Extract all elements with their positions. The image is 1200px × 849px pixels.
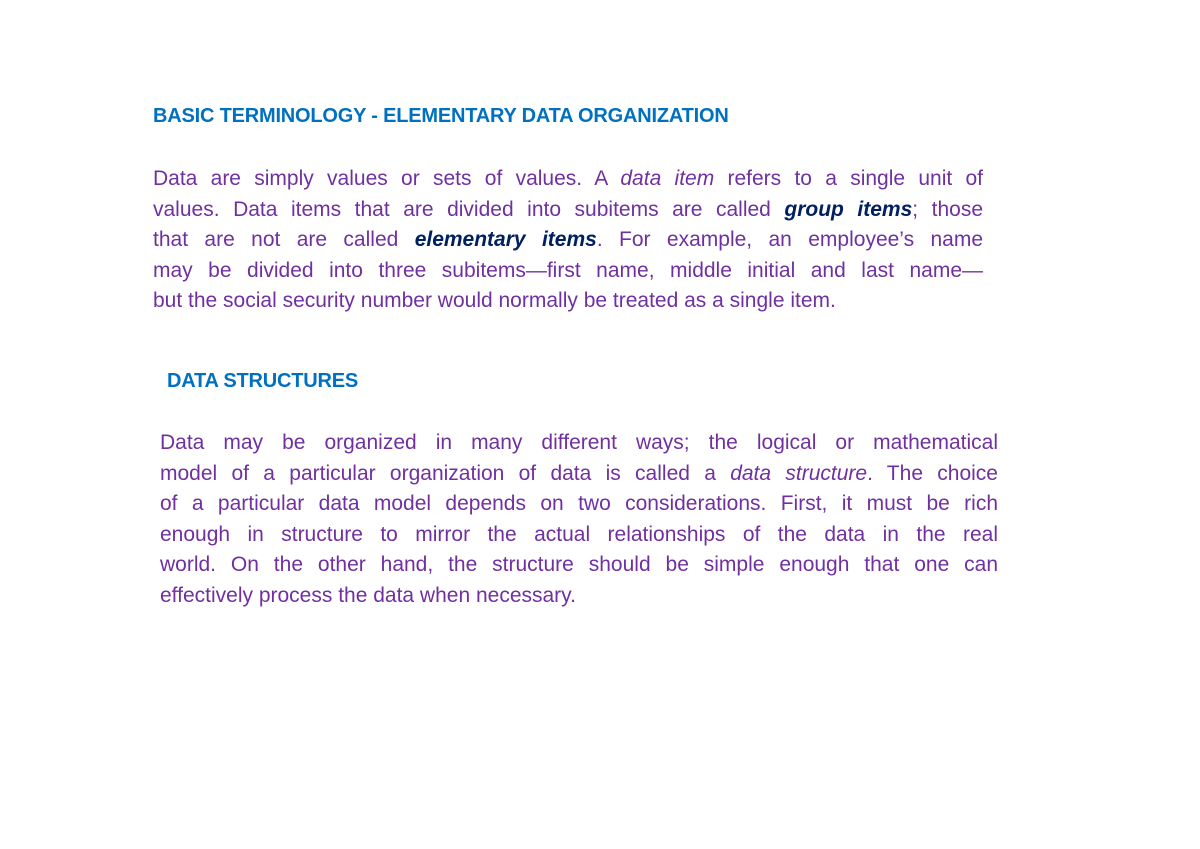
paragraph-line — [153, 286, 983, 317]
text-run: Data are simply values or sets of values. A — [153, 167, 621, 190]
text-run: ; those — [912, 197, 983, 221]
term-group-items: group items — [784, 197, 913, 221]
text-run: of a particular data model depends on two considerations. First, it must be rich — [160, 492, 998, 515]
paragraph-line — [160, 489, 998, 520]
paragraph-line — [160, 428, 998, 459]
text-run: but the social security number would normally be treated as a single item. — [153, 289, 836, 312]
term-data-structure: data structure — [730, 461, 868, 485]
paragraph-line — [153, 164, 983, 195]
term-data-item: data item — [620, 167, 715, 190]
text-run: model of a particular organization of data is called a — [160, 461, 731, 485]
text-run: . For example, an employee’s name — [596, 228, 983, 251]
section-heading-data-structures: DATA STRUCTURES — [167, 370, 359, 392]
term-elementary-items: elementary items — [414, 228, 597, 251]
paragraph-data-structures — [160, 428, 998, 611]
text-run: refers to a single unit of — [714, 167, 983, 190]
paragraph-line — [160, 520, 998, 551]
text-run: that are not are called — [153, 228, 415, 251]
paragraph-basic-terminology — [153, 164, 983, 317]
text-run: effectively process the data when necessary. — [160, 583, 576, 607]
paragraph-line — [160, 581, 998, 612]
section-heading-basic-terminology: BASIC TERMINOLOGY - ELEMENTARY DATA ORGANIZATION — [153, 105, 729, 127]
text-run: world. On the other hand, the structure should be simple enough that one can — [160, 553, 998, 576]
text-run: . The choice — [867, 461, 998, 485]
paragraph-line — [153, 225, 983, 256]
text-run: values. Data items that are divided into subitems are called — [153, 197, 785, 221]
paragraph-line — [160, 459, 998, 490]
text-run: Data may be organized in many different ways; the logical or mathematical — [160, 431, 998, 454]
paragraph-line — [153, 256, 983, 287]
paragraph-line — [153, 195, 983, 226]
text-run: may be divided into three subitems—first name, middle initial and last name— — [153, 258, 983, 282]
text-run: enough in structure to mirror the actual relationships of the data in the real — [160, 522, 998, 546]
paragraph-line — [160, 550, 998, 581]
